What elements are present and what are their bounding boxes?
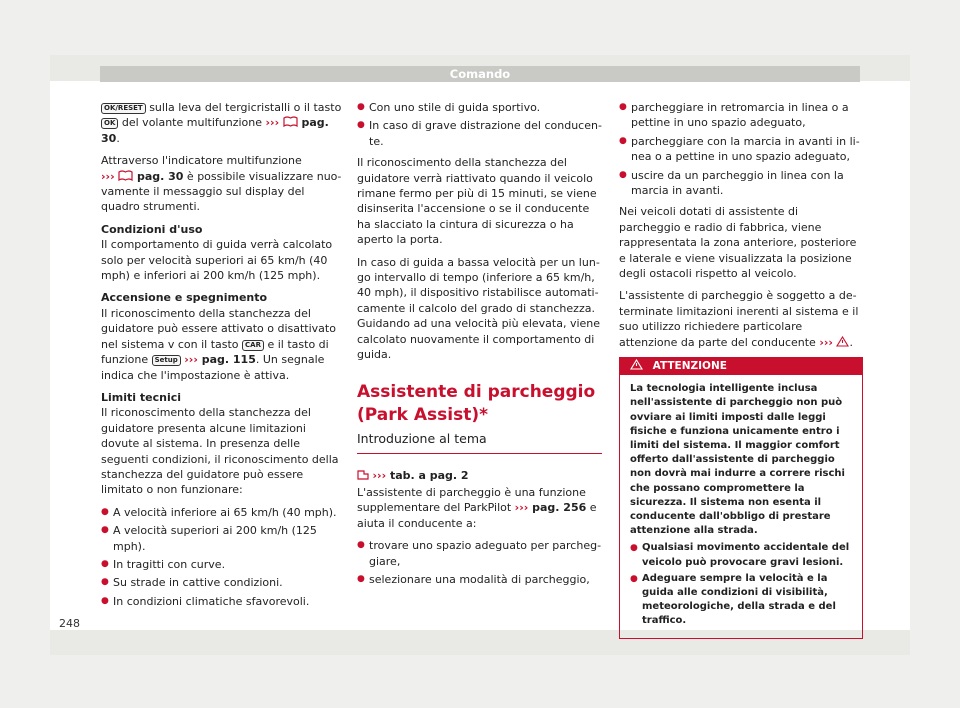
list-item: ● In caso di grave distrazione del conducente. — [357, 118, 602, 149]
limits-paragraph: Il riconoscimento della stanchezza del guidatore presenta alcune limitazioni dovute al sistema. In presenza delle seguenti condizioni, il riconoscimento della stanchezza del guidatore può essere limitato o non funzionare: — [101, 406, 339, 497]
display-paragraph: Nei veicoli dotati di assistente di parcheggio e radio di fabbrica, viene rappresentata la zona anteriore, posteriore e laterale e viene visualizzata la posizione degli ostacoli rispetto al veicolo. — [619, 205, 857, 281]
list-item: ● Su strade in cattive condizioni. — [101, 575, 346, 590]
list-item: ● Qualsiasi movimento accidentale del veicolo può provocare gravi lesioni. — [630, 541, 852, 569]
page-ref[interactable]: pag. 30 — [101, 116, 329, 145]
column-3 — [619, 100, 863, 639]
activation-paragraph: Il riconoscimento della stanchezza del guidatore può essere attivato o disattivato nel sistema v con il tasto CAR e il tasto di funzione Setup ››› pag. 115. Un segnale indica che l'impostazione è attiva. — [101, 306, 336, 382]
park-assist-intro: L'assistente di parcheggio è una funzione supplementare del ParkPilot ››› pag. 256 e aiuta il conducente a: — [357, 485, 597, 530]
tab-reference: ››› tab. a pag. 2 — [357, 468, 602, 483]
list-item: ● uscire da un parcheggio in linea con la marcia in avanti. — [619, 168, 863, 199]
warning-text: La tecnologia intelligente inclusa nell'assistente di parcheggio non può ovviare ai limiti imposti dalle leggi fisiche e funziona unicamente entro i limiti del sistema. Il maggior comfort offerto dall'assistente di parcheggio non dovrà mai indurre a correre rischi che possano compromettere la sicurezza. Il sistema non esenta il conducente dall'obbligo di prestare attenzione alla strada. — [630, 383, 845, 537]
list-item: ● A velocità superiori ai 200 km/h (125 mph). — [101, 523, 346, 554]
warning-triangle-icon[interactable] — [836, 336, 849, 347]
book-icon — [118, 170, 133, 181]
list-item: ● In condizioni climatiche sfavorevoli. — [101, 594, 346, 609]
ok-reset-key: OK/RESET — [101, 103, 146, 114]
heading-conditions: Condizioni d'uso — [101, 222, 203, 236]
intro-paragraph: OK/RESET sulla leva del tergicristalli o il tasto OK del volante multifunzione ››› pag. 30. — [101, 101, 342, 145]
list-item: ● A velocità inferiore ai 65 km/h (40 mph). — [101, 505, 346, 520]
column-1 — [101, 100, 346, 612]
section-header: Comando — [100, 66, 860, 82]
multifunction-paragraph: Attraverso l'indicatore multifunzione ››› pag. 30 è possibile visualizzare nuovamente il messaggio sul display del quadro strumenti. — [101, 154, 342, 214]
car-key: CAR — [242, 340, 264, 351]
ok-key: OK — [101, 118, 118, 129]
list-item: ● Adeguare sempre la velocità e la guida alle condizioni di visibilità, meteorologiche, della strada e del traffico. — [630, 572, 852, 629]
limitations-paragraph: L'assistente di parcheggio è soggetto a determinate limitazioni inerenti al sistema e il suo utilizzo richiedere particolare attenzione da parte del conducente ››› . — [619, 289, 859, 349]
low-speed-paragraph: In caso di guida a bassa velocità per un lungo intervallo di tempo (inferiore a 65 km/h, 40 mph), il dispositivo ristabilisce automaticamente il calcolo del grado di stanchezza. Guidando ad una velocità più elevata, viene calcolato nuovamente il comportamento di guida. — [357, 255, 601, 362]
list-item: ● selezionare una modalità di parcheggio, — [357, 572, 602, 587]
page-number: 248 — [59, 617, 80, 630]
list-item: ● parcheggiare con la marcia in avanti in linea o a pettine in uno spazio adeguato, — [619, 134, 863, 165]
warning-body — [620, 375, 862, 637]
warning-box — [619, 357, 863, 638]
list-item: ● Con uno stile di guida sportivo. — [357, 100, 602, 115]
warning-header — [620, 358, 862, 375]
list-item: ● parcheggiare in retromarcia in linea o a pettine in uno spazio adeguato, — [619, 100, 863, 131]
section-title: Assistente di parcheggio (Park Assist)* — [357, 381, 596, 425]
heading-limits: Limiti tecnici — [101, 390, 182, 404]
book-icon — [283, 116, 298, 127]
reactivation-paragraph: Il riconoscimento della stanchezza del guidatore verrà riattivato quando il veicolo rimane fermo per più di 15 minuti, se viene disinserita l'accensione o se il conducente ha slacciato la cintura di sicurezza o ha aperto la porta. — [357, 156, 597, 247]
warning-triangle-icon — [630, 359, 643, 370]
heading-activation: Accensione e spegnimento — [101, 291, 268, 305]
list-item: ● trovare uno spazio adeguato per parcheggiare, — [357, 538, 602, 569]
conditions-paragraph: Il comportamento di guida verrà calcolato solo per velocità superiori ai 65 km/h (40 mph) e inferiori ai 200 km/h (125 mph). — [101, 238, 333, 283]
setup-key: Setup — [152, 355, 181, 366]
warning-label: ATTENZIONE — [652, 360, 727, 373]
list-item: ● In tragitti con curve. — [101, 557, 346, 572]
section-subtitle: Introduzione al tema — [357, 431, 602, 454]
arrow-link-icon[interactable] — [357, 470, 369, 480]
column-2 — [357, 100, 602, 590]
link-arrows[interactable]: ››› — [265, 116, 280, 130]
